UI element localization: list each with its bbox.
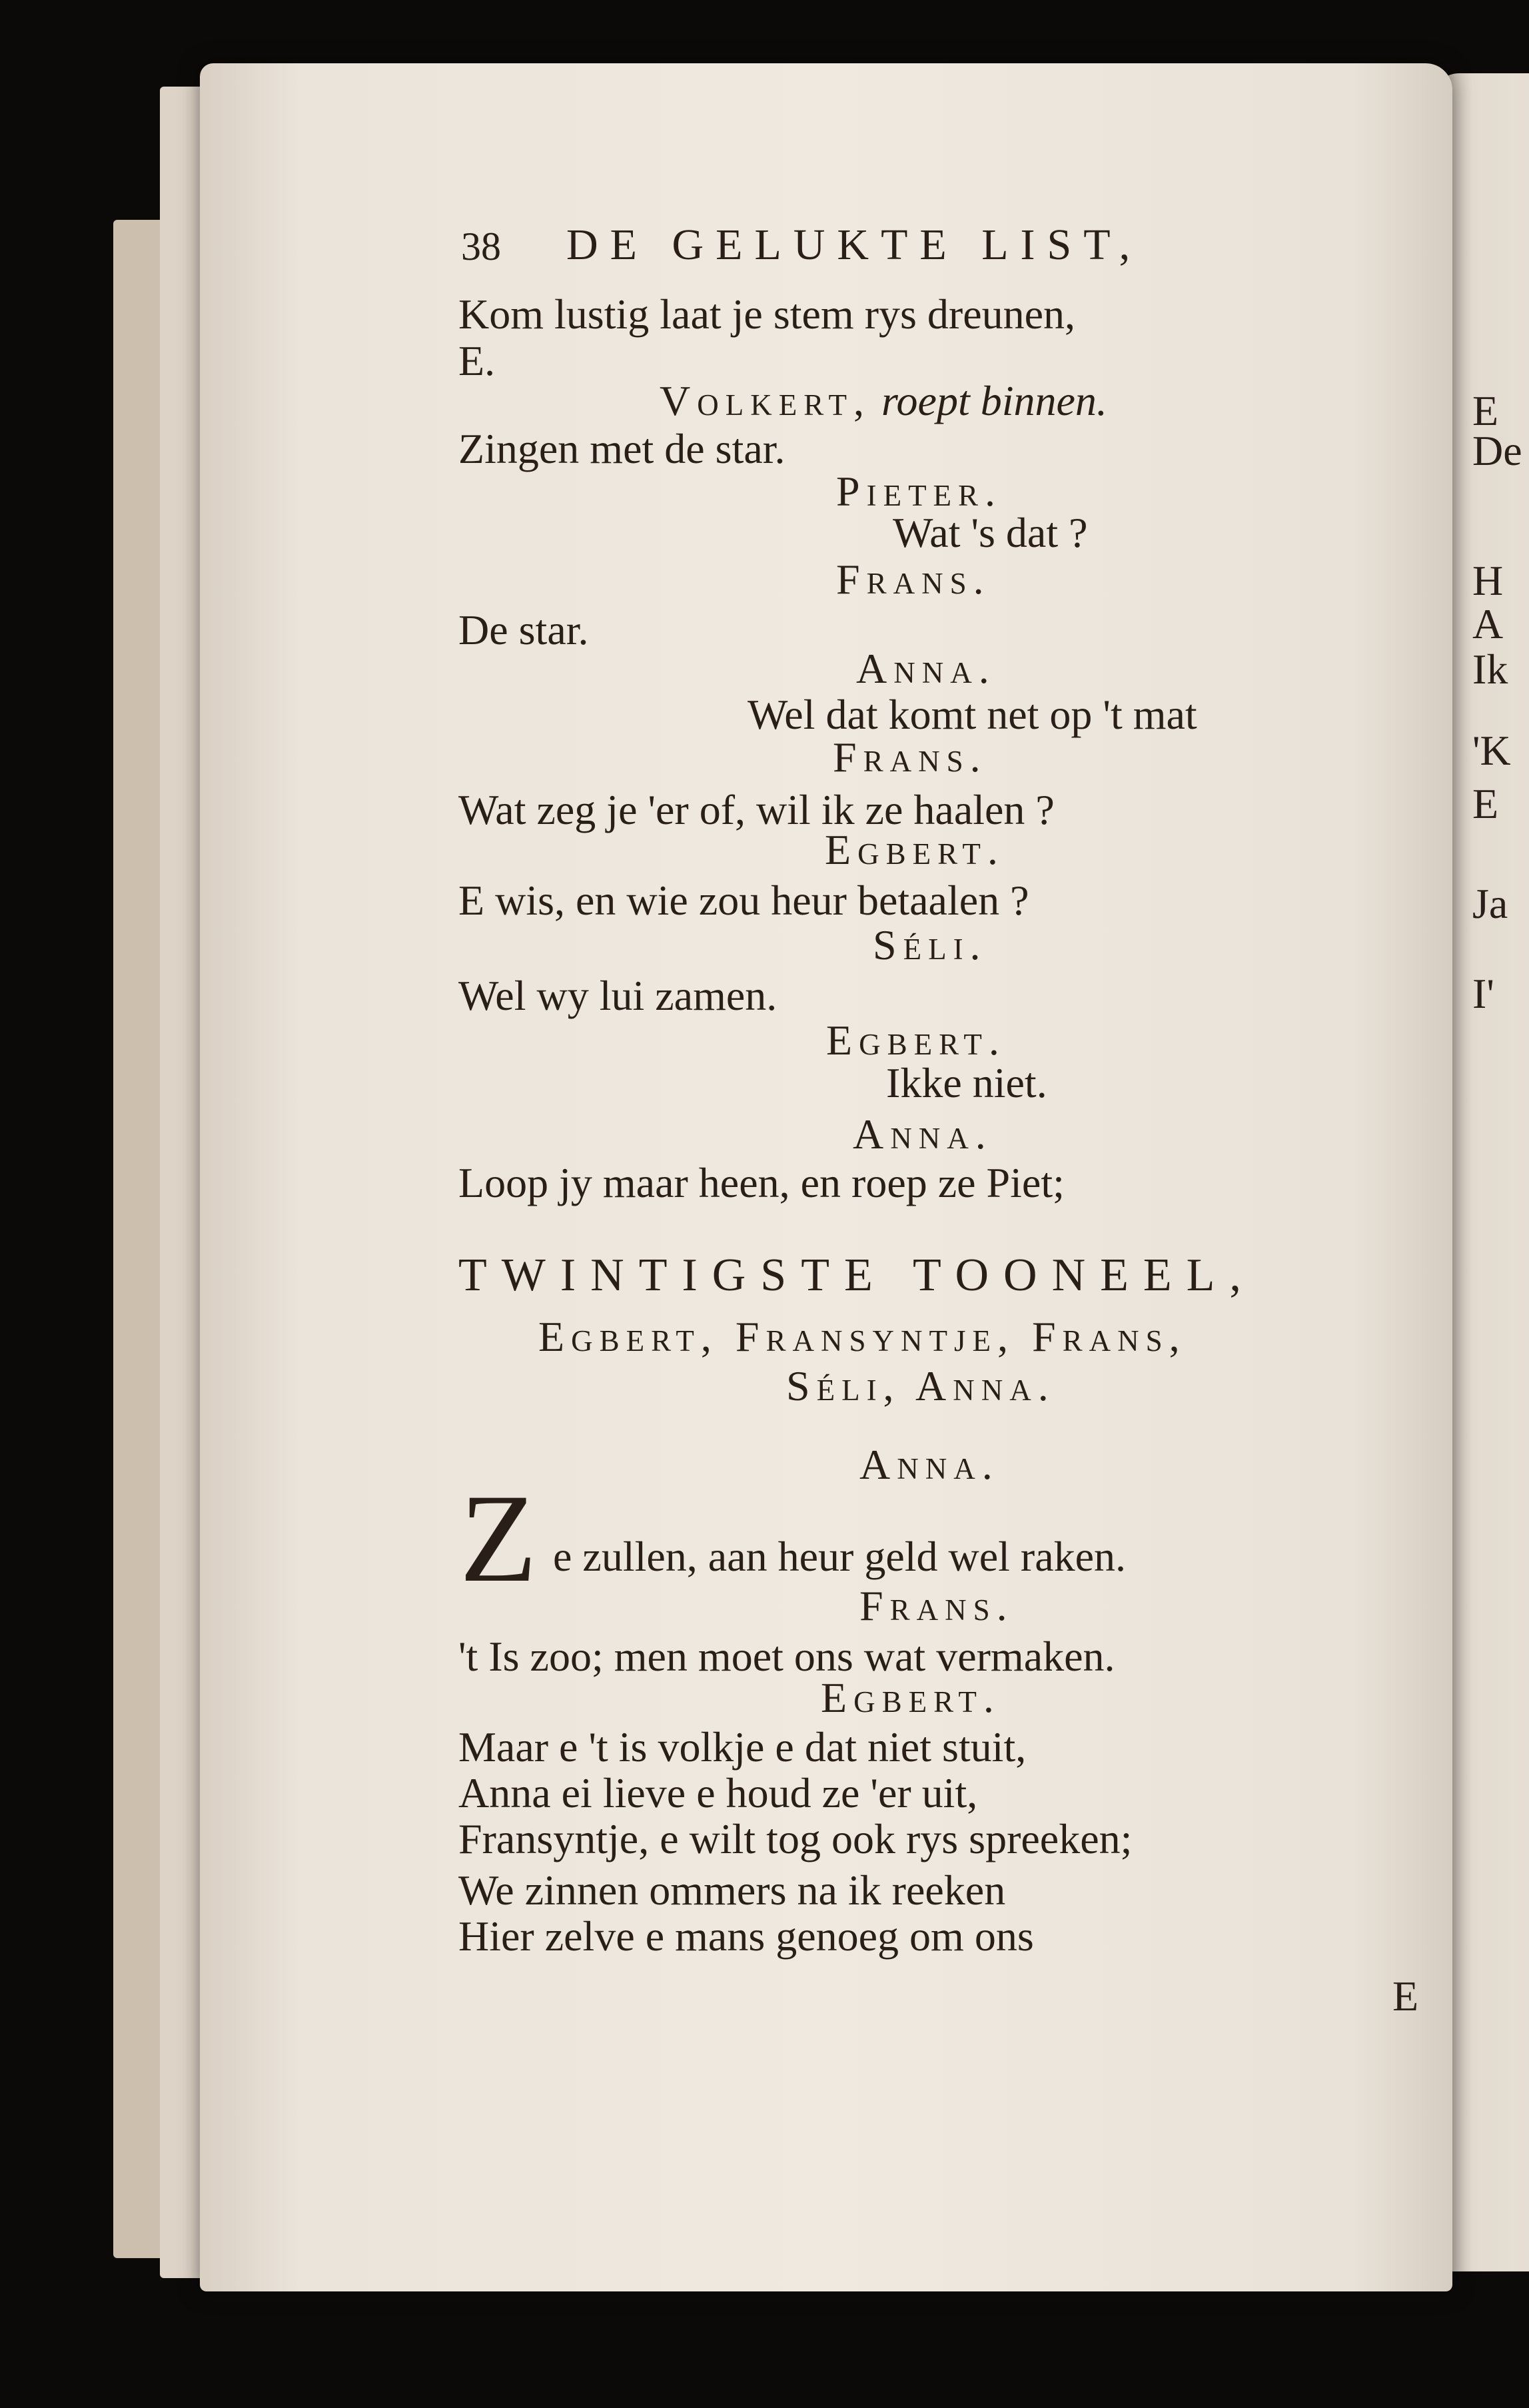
speaker-name: Egbert. xyxy=(825,826,1005,873)
verse-line: Wel wy lui zamen. xyxy=(458,972,777,1019)
speaker-name: Anna. xyxy=(859,1441,999,1488)
verse-line: Anna ei lieve e houd ze 'er uit, xyxy=(458,1769,978,1816)
right-fragment: De xyxy=(1472,427,1522,474)
verse-line: Maar e 't is volkje e dat niet stuit, xyxy=(458,1723,1027,1771)
speaker-name: Pieter. xyxy=(836,468,1003,515)
scene-title: TWINTIGSTE TOONEEL, xyxy=(458,1250,1256,1301)
verse-line: Wat 's dat ? xyxy=(893,509,1088,556)
verse-line: Wel dat komt net op 't mat xyxy=(748,691,1197,738)
speaker-name: Séli. xyxy=(873,921,987,969)
page-number: 38 xyxy=(461,224,501,268)
verse-line: E wis, en wie zou heur betaalen ? xyxy=(458,877,1029,924)
right-fragment: H xyxy=(1472,557,1504,604)
speaker-name: Volkert, roept binnen. xyxy=(660,377,1107,424)
right-fragment: I' xyxy=(1472,970,1494,1017)
scene-cast: Egbert, Fransyntje, Frans, xyxy=(538,1313,1187,1360)
speaker-name: Egbert. xyxy=(826,1016,1006,1064)
stage-direction: roept binnen. xyxy=(881,377,1107,424)
right-fragment: Ja xyxy=(1472,880,1508,927)
speaker-name: Egbert. xyxy=(821,1674,1001,1721)
verse-line: Hier zelve e mans genoeg om ons xyxy=(458,1912,1034,1960)
running-head: DE GELUKTE LIST, xyxy=(566,220,1143,269)
verse-line: Kom lustig laat je stem rys dreunen, xyxy=(458,290,1076,338)
speaker-name: Anna. xyxy=(853,1110,993,1158)
right-fragment: 'K xyxy=(1472,727,1511,774)
drop-cap: Z xyxy=(460,1469,538,1609)
scene-cast: Séli, Anna. xyxy=(786,1362,1055,1409)
verse-line: We zinnen ommers na ik reeken xyxy=(458,1866,1006,1914)
verse-line: Wat zeg je 'er of, wil ik ze haalen ? xyxy=(458,786,1055,833)
verse-line: De star. xyxy=(458,606,589,653)
verse-line: Zingen met de star. xyxy=(458,425,785,472)
right-fragment: A xyxy=(1472,600,1504,647)
verse-line: Loop jy maar heen, en roep ze Piet; xyxy=(458,1159,1065,1206)
verse-line: e zullen, aan heur geld wel raken. xyxy=(553,1533,1127,1580)
speaker-name: Frans. xyxy=(836,556,991,603)
verse-line: 't Is zoo; men moet ons wat vermaken. xyxy=(458,1633,1115,1680)
verse-line: Ikke niet. xyxy=(886,1059,1047,1106)
catchword: E xyxy=(1392,1972,1419,2020)
speaker-name: Frans. xyxy=(833,733,987,781)
right-fragment: E xyxy=(1472,387,1499,434)
verse-line: Fransyntje, e wilt tog ook rys spreeken; xyxy=(458,1815,1133,1862)
speaker-name: Anna. xyxy=(856,645,996,692)
right-fragment: E xyxy=(1472,780,1499,827)
verse-line: E. xyxy=(458,337,496,384)
speaker-name: Frans. xyxy=(859,1582,1014,1629)
right-fragment: Ik xyxy=(1472,645,1508,693)
